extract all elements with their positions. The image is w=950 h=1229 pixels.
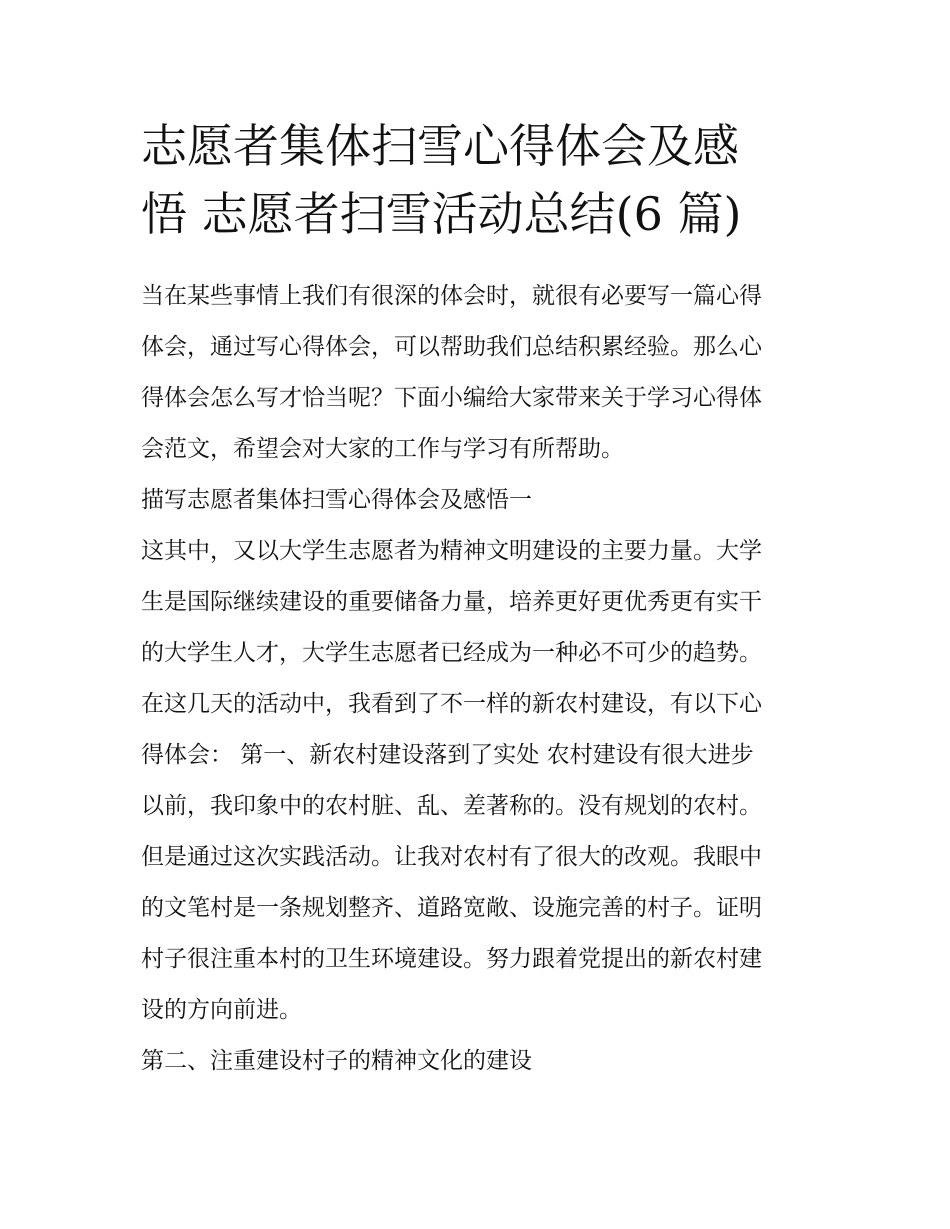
body-line-4: 在这几天的活动中，我看到了不一样的新农村建设，有以下心 bbox=[141, 691, 762, 717]
intro-line-2: 体会，通过写心得体会，可以帮助我们总结积累经验。那么心 bbox=[141, 334, 762, 360]
document-title bbox=[141, 112, 811, 248]
section-heading: 描写志愿者集体扫雪心得体会及感悟一 bbox=[141, 487, 532, 513]
body-line-3: 的大学生人才，大学生志愿者已经成为一种必不可少的趋势。 bbox=[141, 640, 762, 666]
title-line-1: 志愿者集体扫雪心得体会及感 bbox=[141, 119, 739, 173]
body-line-9: 村子很注重本村的卫生环境建设。努力跟着党提出的新农村建 bbox=[141, 946, 762, 972]
title-line-2: 悟 志愿者扫雪活动总结(6 篇) bbox=[141, 187, 742, 241]
intro-line-4: 会范文，希望会对大家的工作与学习有所帮助。 bbox=[141, 436, 624, 462]
body-line-10: 设的方向前进。 bbox=[141, 997, 302, 1023]
body-line-8: 的文笔村是一条规划整齐、道路宽敞、设施完善的村子。证明 bbox=[141, 895, 762, 921]
body-line-2: 生是国际继续建设的重要储备力量，培养更好更优秀更有实干 bbox=[141, 589, 762, 615]
subheading: 第二、注重建设村子的精神文化的建设 bbox=[141, 1048, 532, 1074]
body-line-1: 这其中，又以大学生志愿者为精神文明建设的主要力量。大学 bbox=[141, 538, 762, 564]
body-line-6: 以前，我印象中的农村脏、乱、差著称的。没有规划的农村。 bbox=[141, 793, 762, 819]
body-paragraph bbox=[141, 526, 811, 1036]
body-line-5: 得体会： 第一、新农村建设落到了实处 农村建设有很大进步 bbox=[141, 742, 754, 768]
intro-line-1: 当在某些事情上我们有很深的体会时，就很有必要写一篇心得 bbox=[141, 283, 762, 309]
document-content bbox=[141, 112, 811, 1087]
intro-paragraph bbox=[141, 271, 811, 475]
intro-line-3: 得体会怎么写才恰当呢？下面小编给大家带来关于学习心得体 bbox=[141, 385, 762, 411]
body-line-7: 但是通过这次实践活动。让我对农村有了很大的改观。我眼中 bbox=[141, 844, 762, 870]
